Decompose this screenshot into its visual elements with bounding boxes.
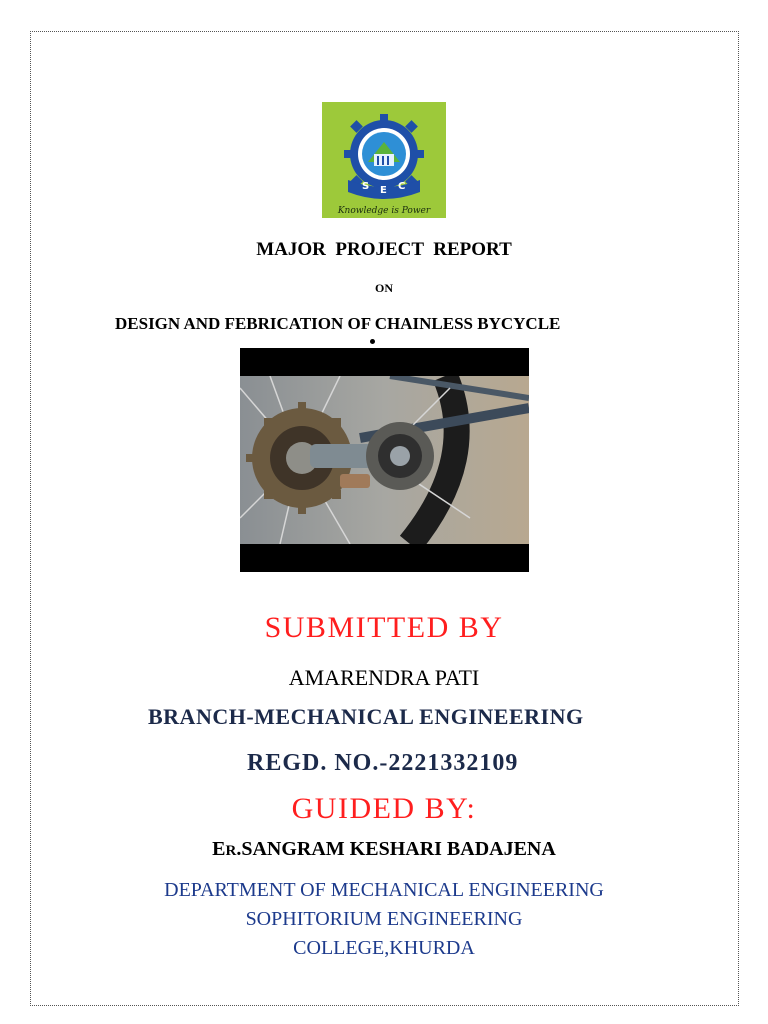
college-emblem-icon: [322, 102, 446, 218]
guide-name: .SANGRAM KESHARI BADAJENA: [236, 838, 556, 860]
logo-initial: E: [380, 185, 387, 196]
guide-prefix-small: R: [225, 843, 237, 859]
project-title: DESIGN AND FEBRICATION OF CHAINLESS BYCYCLE: [115, 314, 561, 333]
branch-line: BRANCH-MECHANICAL ENGINEERING: [148, 704, 584, 729]
college-logo: [322, 102, 446, 218]
report-title: MAJOR PROJECT REPORT: [256, 239, 512, 260]
submitted-by-heading: SUBMITTED BY: [264, 611, 504, 644]
guide-name-line: [0, 838, 768, 861]
bullet-dot: [370, 339, 375, 344]
college-line: SOPHITORIUM ENGINEERING: [245, 908, 523, 930]
department-line: DEPARTMENT OF MECHANICAL ENGINEERING: [164, 879, 604, 901]
bicycle-hub-sprocket-photo: [240, 348, 529, 572]
guide-prefix: E: [212, 838, 226, 860]
bicycle-hub-photo: [240, 348, 529, 572]
logo-tagline: Knowledge is Power: [337, 206, 431, 216]
college-location-line: COLLEGE,KHURDA: [293, 937, 475, 959]
student-name: AMARENDRA PATI: [288, 665, 480, 690]
department-block: [0, 876, 768, 963]
logo-initial: S: [362, 181, 370, 192]
report-on: ON: [375, 281, 393, 295]
guided-by-heading: GUIDED BY:: [291, 792, 477, 825]
registration-number: REGD. NO.-2221332109: [247, 750, 519, 776]
logo-initial: C: [398, 181, 406, 192]
